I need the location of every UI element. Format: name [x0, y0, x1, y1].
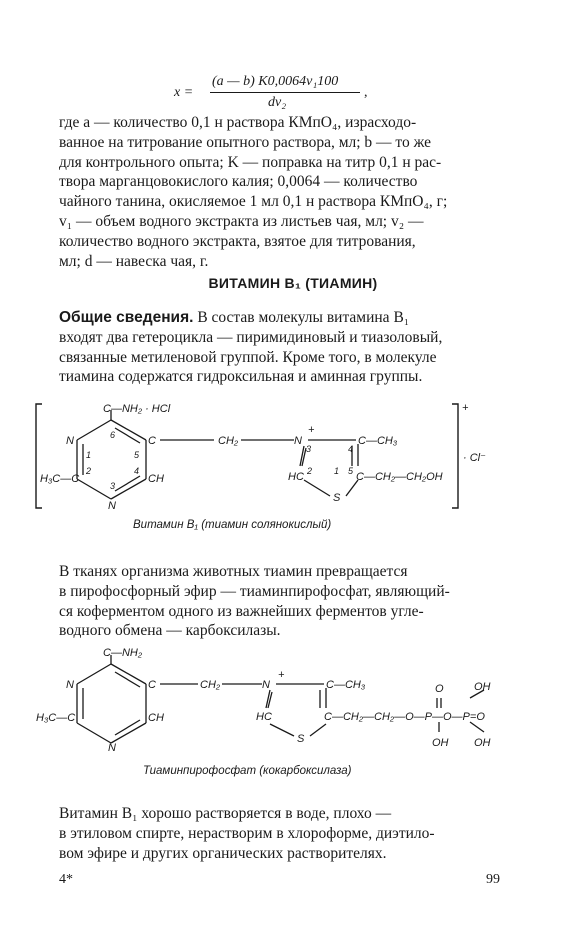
tissue-paragraph — [59, 562, 504, 641]
signature-mark: 4* — [59, 872, 73, 887]
amine-group: C—NH₂ — [103, 647, 143, 659]
thiazole-number: 1 — [334, 466, 340, 476]
solubility-paragraph — [59, 804, 504, 863]
text-line: ся коферментом одного из важнейших ферментов угле- — [59, 602, 424, 620]
thiazole-nitrogen: N — [294, 435, 302, 447]
section-heading: ВИТАМИН В₁ (ТИАМИН) — [208, 275, 378, 291]
formula-numerator: (a — b) K0,0064v₁100 — [212, 74, 339, 89]
page-number: 99 — [486, 872, 500, 887]
text-line: Витамин В₁ хорошо растворяется в воде, плохо — — [59, 805, 392, 822]
text-line: где a — количество 0,1 н раствора КМпО₄, израсходо- — [59, 114, 417, 131]
lead-in: Общие сведения. — [59, 309, 194, 326]
thiazole-hc: HC — [288, 471, 304, 483]
atom-number: 4 — [134, 466, 140, 476]
atom-number: 1 — [86, 450, 92, 460]
ring-nitrogen-bottom: N — [108, 742, 116, 754]
phosphate-hydroxyl: OH — [474, 737, 491, 749]
thiazole-number: 5 — [348, 466, 354, 476]
nitrogen-charge: + — [278, 669, 285, 681]
text-line: чайного танина, окисляемое 1 мл 0,1 н раствора КМпО₄, г; — [59, 193, 448, 211]
atom-number: 5 — [134, 450, 140, 460]
ring-c-link: C — [148, 435, 156, 447]
text-line: количество водного экстракта, взятое для титрования, — [59, 232, 416, 250]
text-line: входят два гетероцикла — пиримидиновый и тиазоловый, — [59, 328, 443, 346]
counter-ion: · Cl⁻ — [463, 452, 486, 464]
text-line: твора марганцовокислого калия; 0,0064 — количество — [59, 173, 418, 191]
text-line: водного обмена — карбоксилазы. — [59, 622, 281, 640]
ring-nitrogen-bottom: N — [108, 500, 116, 512]
atom-number: 3 — [110, 481, 116, 491]
text-line: для контрольного опыта; K — поправка на титр 0,1 н рас- — [59, 153, 442, 171]
thiazole-number: 4 — [348, 444, 354, 454]
ring-nitrogen: N — [66, 435, 74, 447]
text-line: ванное на титрование опытного раствора, мл; b — то же — [59, 133, 431, 151]
nitrogen-charge: + — [308, 424, 315, 436]
ring-c-link: C — [148, 679, 156, 691]
text-line: тиамина содержатся гидроксильная и аминная группы. — [59, 368, 423, 386]
formula-denominator: dv₂ — [268, 95, 287, 110]
pyrimidine-ring — [77, 655, 262, 743]
structure-caption: Тиаминпирофосфат (кокарбоксилаза) — [143, 765, 352, 777]
text-line: мл; d — навеска чая, г. — [59, 252, 209, 270]
text-line: в этиловом спирте, нерастворим в хлороформе, диэтило- — [59, 824, 435, 842]
atom-number: 6 — [110, 430, 116, 440]
thiazole-number: 3 — [306, 444, 312, 454]
thiazole-side-chain: C—CH₂—CH₂—O—P—O—P=O — [324, 711, 485, 723]
thiazole-c-methyl: C—CH₃ — [358, 435, 398, 447]
amine-hcl-group: C—NH₂ · HCl — [103, 403, 171, 415]
thiazole-c-methyl: C—CH₃ — [326, 679, 366, 691]
formula-comma: , — [364, 85, 368, 100]
atom-number: 2 — [86, 466, 92, 476]
thiazole-ring — [266, 684, 484, 736]
ring-ch: CH — [148, 473, 164, 485]
left-bracket — [36, 404, 42, 508]
thiazole-hc: HC — [256, 711, 272, 723]
structure-caption: Витамин В₁ (тиамин солянокислый) — [133, 519, 332, 531]
text-line: вом эфире и других органических растворителях. — [59, 844, 387, 862]
right-bracket — [452, 404, 458, 508]
thiazole-nitrogen: N — [262, 679, 270, 691]
text-line: В тканях организма животных тиамин превращается — [59, 563, 408, 580]
methyl-group: H₃C—C — [36, 712, 76, 724]
formula-lhs: x = — [174, 85, 194, 100]
phosphate-hydroxyl: OH — [474, 681, 491, 693]
charge-plus: + — [462, 402, 469, 414]
ring-nitrogen: N — [66, 679, 74, 691]
text-line: связанные метиленовой группой. Кроме того, в молекуле — [59, 348, 437, 366]
methylene-bridge: CH₂ — [200, 679, 221, 691]
sulfur-atom: S — [297, 733, 305, 745]
text-line: v₁ — объем водного экстракта из листьев чая, мл; v₂ — — [59, 212, 424, 230]
methyl-group: H₃C—C — [40, 473, 80, 485]
phosphate-oxygen: O — [435, 683, 444, 695]
text-line: в пирофосфорный эфир — тиаминпирофосфат, являющий- — [59, 582, 450, 600]
text-line-rest: В состав молекулы витамина В₁ — [193, 309, 410, 326]
methylene-bridge: CH₂ — [218, 435, 239, 447]
thiazole-number: 2 — [307, 466, 313, 476]
sulfur-atom: S — [333, 492, 341, 504]
phosphate-hydroxyl: OH — [432, 737, 449, 749]
ring-ch: CH — [148, 712, 164, 724]
thiazole-side-chain: C—CH₂—CH₂OH — [356, 471, 443, 483]
